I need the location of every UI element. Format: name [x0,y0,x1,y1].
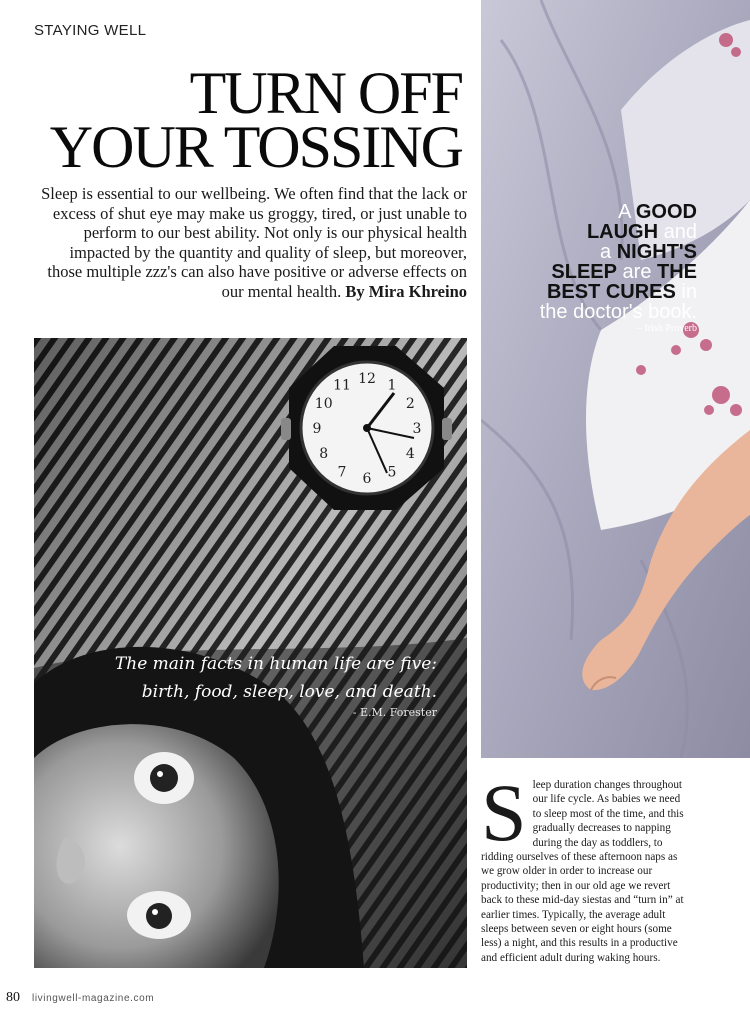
pull-quote-attribution: - E.M. Forester [352,706,437,719]
proverb-word: and [663,221,697,243]
clock-numeral: 6 [362,471,372,487]
clock-numeral: 10 [314,396,333,412]
article-body-text: leep duration changes throughout our life cycle. As babies we need to sleep most of the time, and this gradually decreases to napping during the day as toddlers, to ridding ourselves of these afternoon naps as we grow older in order to increase our productivity; then in our old age we revert back to these mid-day siestas and “turn in” at earlier times. Typically, the average adult sleeps between seven or eight hours (some less) a night, and this results in a productive and efficient adult during waking hours. [481,779,684,964]
clock-numeral: 5 [387,464,397,481]
proverb-word: A [618,201,631,223]
clock-numeral: 8 [319,446,329,462]
headline [49,60,462,180]
proverb-word: the doctor's book. [539,301,697,323]
proverb-word: THE [657,261,697,283]
page-number: 80 [6,990,20,1005]
headline-line-2: YOUR TOSSING [49,114,462,180]
pull-quote-line-2: birth, food, sleep, love, and death. [141,682,437,702]
proverb-word: BEST CURES [546,281,676,303]
proverb-word: are [622,261,652,283]
sheets-illustration [481,0,750,758]
proverb-word: NIGHT'S [616,241,697,263]
site-url: livingwell-magazine.com [32,993,155,1004]
clock-numeral: 2 [405,396,415,412]
clock-numeral: 12 [358,371,376,387]
pull-quote [115,650,437,720]
proverb-word: SLEEP [551,261,617,283]
clock-numeral: 7 [337,464,347,481]
proverb-word: GOOD [635,201,697,223]
proverb-word: a [600,241,612,263]
headline-line-1: TURN OFF [189,60,462,126]
clock-numeral: 3 [412,421,422,437]
clock-numeral: 9 [312,421,322,437]
section-label: STAYING WELL [34,22,147,39]
photo-woman-clock [34,338,467,968]
article-body [481,767,691,965]
intro-paragraph [34,184,467,302]
photo-sleeping-sheets [481,0,750,758]
proverb-word: LAUGH [586,221,659,243]
byline: By Mira Khreino [345,281,467,301]
proverb-quote [497,202,697,336]
proverb-attribution: – Irish Proverb [637,323,697,334]
clock-numeral: 4 [405,446,415,462]
drop-cap: S [481,767,527,858]
intro-text: Sleep is essential to our wellbeing. We often find that the lack or excess of shut eye may make us groggy, tired, or just unable to perform to our best ability. Not only is our physical health impacted by the quantity and quality of sleep, but moreover, those multiple zzz's can also have positive or adverse effects on our mental health. [41,184,467,301]
proverb-word: in [681,281,697,303]
clock-numeral: 1 [387,377,397,394]
pull-quote-line-1: The main facts in human life are five: [114,654,437,674]
clock-numeral: 11 [333,377,351,394]
